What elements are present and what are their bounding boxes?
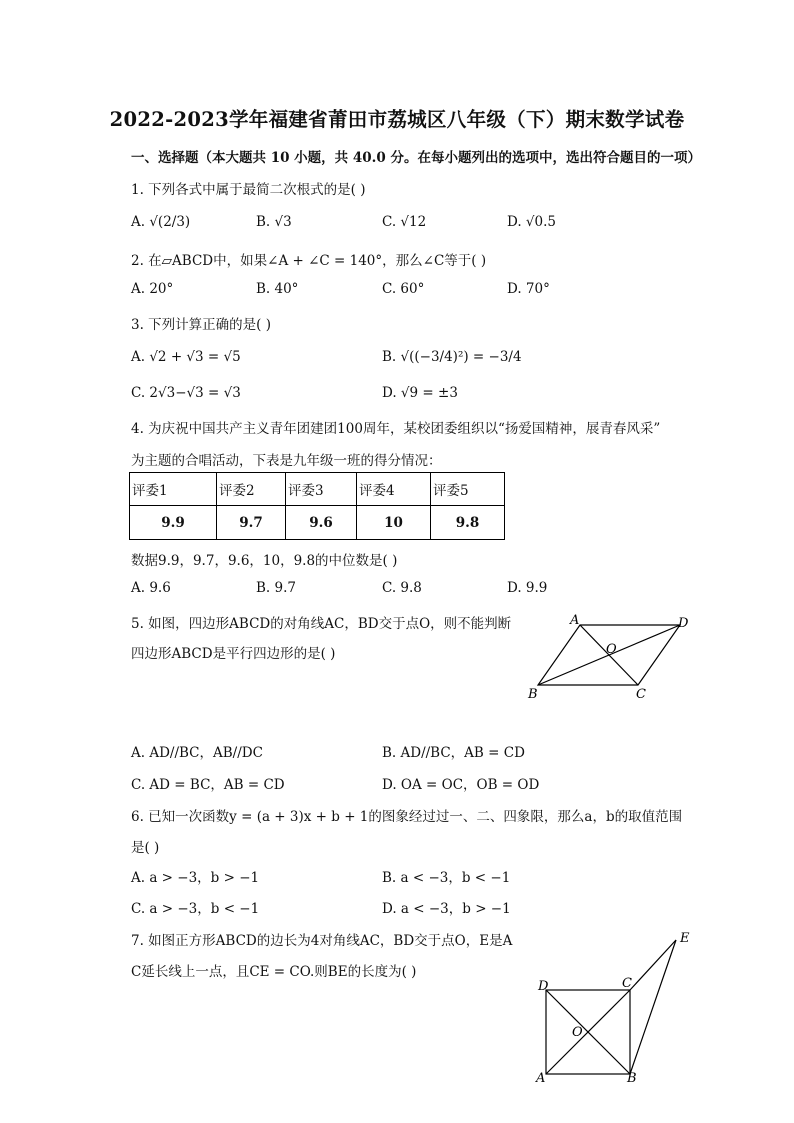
score-header-cell: 评委2 [217, 473, 286, 506]
q3-option-b: B. √((−3/4)²) = −3/4 [382, 349, 522, 365]
q5-option-d: D. OA = OC，OB = OD [382, 777, 540, 793]
segment-be [630, 940, 676, 1074]
q1-option-d: D. √0.5 [507, 214, 556, 230]
page-title: 2022-2023学年福建省莆田市荔城区八年级（下）期末数学试卷 [109, 108, 685, 131]
q4-option-b: B. 9.7 [256, 580, 296, 596]
q1-stem: 1. 下列各式中属于最简二次根式的是( ) [131, 182, 366, 198]
vertex-label-c: C [636, 687, 646, 702]
q2-option-d: D. 70° [507, 281, 550, 297]
vertex-label-d: D [538, 979, 549, 994]
q2-stem: 2. 在▱ABCD中，如果∠A + ∠C = 140°，那么∠C等于( ) [131, 253, 487, 269]
q6-option-a: A. a > −3，b > −1 [131, 870, 260, 886]
q2-option-b: B. 40° [256, 281, 299, 297]
q4-option-c: C. 9.8 [382, 580, 422, 596]
q5-stem-line2: 四边形ABCD是平行四边形的是( ) [131, 646, 336, 662]
q6-stem-line2: 是( ) [131, 840, 160, 856]
q4-option-d: D. 9.9 [507, 580, 548, 596]
q1-option-a: A. √(2/3) [131, 214, 191, 230]
q2-option-a: A. 20° [131, 281, 174, 297]
q5-parallelogram-figure [520, 608, 700, 703]
q3-option-a: A. √2 + √3 = √5 [131, 349, 241, 365]
q5-option-b: B. AD//BC，AB = CD [382, 745, 525, 761]
q7-stem-line2: C延长线上一点，且CE = CO.则BE的长度为( ) [131, 964, 417, 980]
q6-stem-line1: 6. 已知一次函数y = (a + 3)x + b + 1的图象经过过一、二、四象限，那么a，b的取值范围 [131, 809, 683, 825]
vertex-label-d: D [678, 616, 689, 631]
q1-option-b: B. √3 [256, 214, 292, 230]
q7-stem-line1: 7. 如图正方形ABCD的边长为4对角线AC，BD交于点O，E是A [131, 933, 513, 949]
vertex-label-b: B [528, 687, 538, 702]
score-table-value-row [130, 506, 505, 540]
q4-option-a: A. 9.6 [131, 580, 171, 596]
point-label-o: O [572, 1025, 583, 1040]
q1-option-c: C. √12 [382, 214, 427, 230]
score-value-cell: 9.7 [217, 506, 286, 540]
q3-option-d: D. √9 = ±3 [382, 385, 458, 401]
point-label-o: O [606, 642, 617, 657]
q4-stem-line3: 数据9.9，9.7，9.6，10，9.8的中位数是( ) [131, 553, 398, 569]
q5-option-c: C. AD = BC，AB = CD [131, 777, 285, 793]
vertex-label-b: B [627, 1071, 637, 1086]
score-value-cell: 9.9 [130, 506, 217, 540]
q6-option-b: B. a < −3，b < −1 [382, 870, 511, 886]
score-table [129, 472, 505, 540]
score-value-cell: 9.6 [286, 506, 357, 540]
q4-stem-line1: 4. 为庆祝中国共产主义青年团建团100周年，某校团委组织以“扬爱国精神，展青春风采” [131, 421, 661, 437]
q6-option-d: D. a < −3，b > −1 [382, 901, 511, 917]
q4-stem-line2: 为主题的合唱活动，下表是九年级一班的得分情况： [131, 453, 442, 469]
score-table-header-row [130, 473, 505, 506]
q2-option-c: C. 60° [382, 281, 425, 297]
section-heading: 一、选择题（本大题共 10 小题，共 40.0 分。在每小题列出的选项中，选出符合题目的一项） [131, 150, 701, 166]
q5-stem-line1: 5. 如图，四边形ABCD的对角线AC，BD交于点O，则不能判断 [131, 616, 512, 632]
q3-option-c: C. 2√3−√3 = √3 [131, 385, 241, 401]
q7-square-figure [528, 928, 698, 1088]
score-header-cell: 评委4 [357, 473, 431, 506]
q3-stem: 3. 下列计算正确的是( ) [131, 317, 271, 333]
vertex-label-a: A [570, 613, 580, 628]
vertex-label-a: A [536, 1071, 546, 1086]
score-header-cell: 评委3 [286, 473, 357, 506]
q6-option-c: C. a > −3，b < −1 [131, 901, 260, 917]
score-header-cell: 评委5 [431, 473, 505, 506]
score-value-cell: 9.8 [431, 506, 505, 540]
score-value-cell: 10 [357, 506, 431, 540]
vertex-label-c: C [622, 976, 632, 991]
score-header-cell: 评委1 [130, 473, 217, 506]
segment-ce [630, 940, 676, 990]
q5-option-a: A. AD//BC，AB//DC [131, 745, 263, 761]
point-label-e: E [680, 931, 690, 946]
